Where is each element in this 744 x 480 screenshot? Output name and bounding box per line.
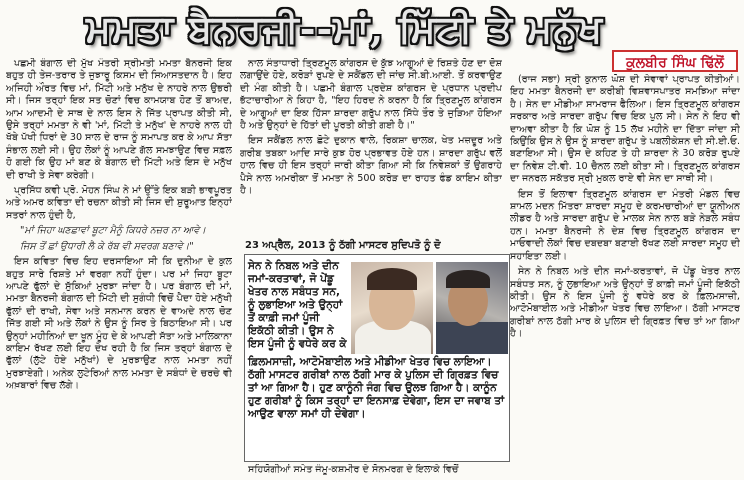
photo-mamata-banerjee [351,262,433,354]
article-column-3 [510,74,740,478]
paragraph: ਪ੍ਰਸਿੱਧ ਕਵੀ ਪ੍ਰੋ. ਮੋਹਨ ਸਿੰਘ ਨੇ ਮਾਂ ਉੱਤੇ ਇਕ ਬੜੀ ਭਾਵਪੂਰਤ ਅਤੇ ਅਮਰ ਕਵਿਤਾ ਦੀ ਰਚਨਾ ਕੀਤੀ ਸੀ ਜਿਸ ਦੀ ਸ਼ੁਰੂਆਤ ਇਨ੍ਹਾਂ ਸਤਰਾਂ ਨਾਲ ਹੁੰਦੀ ਹੈ, [6,185,232,221]
article-column-1 [6,58,232,478]
paragraph: (ਰਾਜ ਸਭਾ) ਸ੍ਰੀ ਕੁਨਾਲ ਘੋਸ਼ ਦੀ ਸੇਵਾਵਾਂ ਪ੍ਰਾਪਤ ਕੀਤੀਆਂ। ਇਹ ਮਮਤਾ ਬੈਨਰਜੀ ਦਾ ਕਰੀਬੀ ਵਿਸ਼ਵਾਸਪਾਤਰ ਸਮਝਿਆ ਜਾਂਦਾ ਹੈ। ਸੇਨ ਦਾ ਮੀਡੀਆ ਸਾਮਰਾਜ ਫੈਲਿਆ। ਇਸ ਤ੍ਰਿਣਮੂਲ ਕਾਂਗਰਸ ਸਰਕਾਰ ਅਤੇ ਸਾਰਦਾ ਗਰੁੱਪ ਵਿਚ ਇਕ ਪੁਲ ਸੀ। ਸੇਨ ਨੇ ਇਹ ਵੀ ਦਾਅਵਾ ਕੀਤਾ ਹੈ ਕਿ ਘੋਸ਼ ਨੂੰ 15 ਲੱਖ ਮਹੀਨੇ ਦਾ ਦਿੱਤਾ ਜਾਂਦਾ ਸੀ ਕਿਉਂਕਿ ਉਸ ਨੇ ਉਸ ਨੂੰ ਸ਼ਾਰਦਾ ਗਰੁੱਪ ਤੇ ਪਬਲੀਕੇਸ਼ਨ ਦੀ ਸੀ.ਈ.ਓ. ਬਣਾਇਆ ਸੀ। ਉਸ ਦੇ ਕਹਿਣ ਤੇ ਹੀ ਸ਼ਾਰਦਾ ਨੇ 30 ਕਰੋੜ ਰੁਪਏ ਦਾ ਨਿਵੇਸ਼ ਟੀ.ਵੀ. 10 ਚੈਨਲ ਲਈ ਕੀਤਾ ਸੀ। ਤ੍ਰਿਣਮੂਲ ਕਾਂਗਰਸ ਦਾ ਜਨਰਲ ਸਕੱਤਰ ਸ੍ਰੀ ਮੁਕਲ ਰਾਏ ਵੀ ਸੇਨ ਦਾ ਸਾਥੀ ਸੀ। [510,74,740,185]
dateline: 23 ਅਪ੍ਰੈਲ, 2013 ਨੂੰ ਠੱਗੀ ਮਾਸਟਰ ਸੁਦਿਪਤੋ ਨੂੰ ਦੋ [245,240,441,251]
poem-line: ਜਿਸ ਤੋਂ ਛਾਂ ਉਧਾਰੀ ਲੈ ਕੇ ਰੱਬ ਵੀ ਸਵਰਗ ਬਣਾਵੇ।" [20,240,194,252]
article-column-2 [240,58,502,248]
paragraph: ਸਹਿਯੋਗੀਆਂ ਸਮੇਤ ਜੰਮੂ-ਕਸ਼ਮੀਰ ਦੇ ਸੋਨਮਰਗ ਦੇ ਇਲਾਕੇ ਵਿਚੋਂ [248,464,459,475]
byline-box: ਕੁਲਬੀਰ ਸਿੰਘ ਢਿੱਲੋਂ [612,50,738,72]
paragraph: ਇਸ ਸਕੈਂਡਲ ਨਾਲ ਛੋਟੇ ਦੁਕਾਨ ਵਾਲੇ, ਰਿਕਸ਼ਾ ਚਾਲਕ, ਖੇਤ ਮਜ਼ਦੂਰ ਅਤੇ ਗਰੀਬ ਤਬਕਾ ਆਦਿ ਸਾਰੇ ਕੁਝ ਹੋਰ ਪ੍ਰਭਾਵਤ ਹੋਏ ਹਨ। ਸ਼ਾਰਦਾ ਗਰੁੱਪ ਵਲੋਂ ਹਾਲ ਵਿਚ ਹੀ ਇਸ ਤਰ੍ਹਾਂ ਜਾਰੀ ਕੀਤਾ ਗਿਆ ਸੀ ਕਿ ਨਿਵੇਸ਼ਕਾਂ ਤੋਂ ਉਗਰਾਹੇ ਪੈਸੇ ਨਾਲ ਅਮਰੀਕਾ ਤੋਂ ਮਮਤਾ ਨੇ 500 ਕਰੋੜ ਦਾ ਰਾਹਤ ਫੰਡ ਕਾਇਮ ਕੀਤਾ ਹੈ। [240,135,502,197]
pullquote-side-text: ਸੇਨ ਨੇ ਨਿਬਲ ਅਤੇ ਦੀਨ ਜਮਾਂ-ਕਰਤਾਵਾਂ, ਜੋ ਪੇਂਡੂ ਖੇਤਰ ਨਾਲ ਸਬੰਧਤ ਸਨ, ਨੂੰ ਲੁਭਾਇਆ ਅਤੇ ਉਨ੍ਹਾਂ ਤੋਂ ਕਾਫ਼ੀ ਜਮਾਂ ਪੂੰਜੀ ਇਕੱਠੀ ਕੀਤੀ। ਉਸ ਨੇ ਇਸ ਪੂੰਜੀ ਨੂੰ ਵਧੇਰੇ ਕਰ ਕੇ [248,260,347,350]
paragraph: ਪਛਮੀ ਬੰਗਾਲ ਦੀ ਮੁੱਖ ਮੰਤਰੀ ਸ੍ਰੀਮਤੀ ਮਮਤਾ ਬੈਨਰਜੀ ਇਕ ਬਹੁਤ ਹੀ ਤੇਜ-ਤਰਾਰ ਤੇ ਜੁਝਾਰੂ ਕਿਸਮ ਦੀ ਸਿਆਸਤਦਾਨ ਹੈ। ਇਹ ਅਜਿਹੀ ਔਰਤ ਵਿਚ ਮਾਂ, ਮਿੱਟੀ ਅਤੇ ਮਨੁੱਖ ਦੇ ਨਾਹਰੇ ਨਾਲ ਉਭਰੀ ਸੀ। ਜਿਸ ਤਰ੍ਹਾਂ ਇਕ ਸਤ ਚੋਣਾਂ ਵਿਚ ਕਾਮਯਾਬ ਹੋਣ ਤੋਂ ਬਾਅਦ, ਆਮ ਆਦਮੀ ਦੇ ਸਾਥ ਦੇ ਨਾਲ ਇਸ ਨੇ ਜਿੱਤ ਪ੍ਰਾਪਤ ਕੀਤੀ ਸੀ, ਉਸੇ ਤਰ੍ਹਾਂ ਮਮਤਾ ਨੇ ਵੀ 'ਮਾਂ, ਮਿੱਟੀ ਤੇ ਮਨੁੱਖ' ਦੇ ਨਾਹਰੇ ਨਾਲ ਹੀ ਖੱਬੇ ਪੱਖੀ ਧਿਰਾਂ ਦੇ 30 ਸਾਲ ਦੇ ਰਾਜ ਨੂੰ ਸਮਾਪਤ ਕਰ ਕੇ ਆਪ ਸੱਤਾ ਸੰਭਾਲ ਲਈ ਸੀ। ਉਹ ਲੋਕਾਂ ਨੂੰ ਆਪਣੇ ਗੱਲ ਸਮਝਾਉਣ ਵਿਚ ਸਫ਼ਲ ਹੋ ਗਈ ਕਿ ਉਹ ਮਾਂ ਬਣ ਕੇ ਬੰਗਾਲ ਦੀ ਮਿੱਟੀ ਅਤੇ ਇਸ ਦੇ ਮਨੁੱਖ ਦੀ ਰਾਖੀ ਤੇ ਸੇਵਾ ਕਰੇਗੀ। [6,58,232,181]
paragraph: ਇਸ ਤੋਂ ਇਲਾਵਾ ਤ੍ਰਿਣਮੂਲ ਕਾਂਗਰਸ ਦਾ ਮੰਤਰੀ ਮੰਡਲ ਵਿਚ ਸ਼ਾਮਲ ਮਦਨ ਮਿੱਤਰਾ ਸ਼ਾਰਦਾ ਸਮੂਹ ਦੇ ਕਰਮਚਾਰੀਆਂ ਦਾ ਯੂਨੀਅਨ ਲੀਡਰ ਹੈ ਅਤੇ ਸਾਰਦਾ ਗਰੁੱਪ ਦੇ ਮਾਲਕ ਸੇਨ ਨਾਲ ਬੜੇ ਨੇੜਲੇ ਸਬੰਧ ਹਨ। ਮਮਤਾ ਬੈਨਰਜੀ ਨੇ ਦੇਸ਼ ਵਿਚ ਤ੍ਰਿਣਮੂਲ ਕਾਂਗਰਸ ਦਾ ਮਾਓਵਾਦੀ ਲੋਕਾਂ ਵਿਚ ਦਬਦਬਾ ਬਣਾਈ ਰੱਖਣ ਲਈ ਸਾਰਦਾ ਸਮੂਹ ਦੀ ਸਹਾਇਤਾ ਲਈ। [510,188,740,262]
paragraph: ਇਸ ਕਵਿਤਾ ਵਿਚ ਇਹ ਦਰਸਾਇਆ ਸੀ ਕਿ ਦੁਨੀਆ ਦੇ ਕੁਲ ਬਹੁਤ ਸਾਰੇ ਰਿਸ਼ਤੇ ਮਾਂ ਵਰਗਾ ਨਹੀਂ ਹੁੰਦਾ। ਪਰ ਮਾਂ ਜਿਹਾ ਬੂਟਾ ਆਪਣੇ ਫੁੱਲਾਂ ਦੇ ਸੁੱਕਿਆਂ ਮੁਰਝਾ ਜਾਂਦਾ ਹੈ। ਪਰ ਬੰਗਾਲ ਦੀ ਮਾਂ, ਮਮਤਾ ਬੈਨਰਜੀ ਬੰਗਾਲ ਦੀ ਮਿੱਟੀ ਦੀ ਸੁਗੰਧੀ ਵਿਚੋਂ ਪੈਦਾ ਹੋਏ ਮਨੁੱਖੀ ਫੁੱਲਾਂ ਦੀ ਰਾਖੀ, ਸੇਵਾ ਅਤੇ ਸਨਮਾਨ ਕਰਨ ਦੇ ਵਾਅਦੇ ਨਾਲ ਚੋਣ ਜਿੱਤ ਗਈ ਸੀ ਅਤੇ ਲੋਕਾਂ ਨੇ ਉਸ ਨੂੰ ਸਿਰ ਤੇ ਬਿਠਾਇਆ ਸੀ। ਪਰ ਉਨ੍ਹਾਂ ਮਹੀਨਿਆਂ ਦਾ ਖੂਨ ਮੂੰਹ ਦੇ ਕੇ ਆਪਣੀ ਸੱਤਾ ਅਤੇ ਮਾਲਿਕਾਨਾ ਕਾਇਮ ਰੱਖਣ ਲਈ ਇਹ ਦੇਖ ਰਹੀ ਹੈ ਕਿ ਜਿਸ ਤਰ੍ਹਾਂ ਬੰਗਾਲ ਦੇ ਫੁੱਲਾਂ (ਲੁੱਟੇ ਹੋਏ ਮਨੁੱਖਾਂ) ਦੇ ਮੁਰਝਾਉਣ ਨਾਲ ਮਮਤਾ ਨਹੀਂ ਮੁਰਝਾਏਗੀ। ਅਨੇਕ ਲੁਟੇਰਿਆਂ ਨਾਲ ਮਮਤਾ ਦੇ ਸਬੰਧਾਂ ਦੇ ਚਰਚੇ ਵੀ ਅਖ਼ਬਾਰਾਂ ਵਿਚ ਲੱਗੇ। [6,256,232,392]
paragraph: ਸੇਨ ਨੇ ਨਿਬਲ ਅਤੇ ਦੀਨ ਜਮਾਂ-ਕਰਤਾਵਾਂ, ਜੋ ਪੇਂਡੂ ਖੇਤਰ ਨਾਲ ਸਬੰਧਤ ਸਨ, ਨੂੰ ਲੁਭਾਇਆ ਅਤੇ ਉਨ੍ਹਾਂ ਤੋਂ ਕਾਫ਼ੀ ਜਮਾਂ ਪੂੰਜੀ ਇਕੱਠੀ ਕੀਤੀ। ਉਸ ਨੇ ਇਸ ਪੂੰਜੀ ਨੂੰ ਵਧੇਰੇ ਕਰ ਕੇ ਫ਼ਿਲਮਸਾਜ਼ੀ, ਆਟੋਮੋਬਾਈਲ ਅਤੇ ਮੀਡੀਆ ਖੇਤਰ ਵਿਚ ਲਾਇਆ। ਠੱਗੀ ਮਾਸਟਰ ਗਰੀਬਾਂ ਨਾਲ ਠੱਗੀ ਮਾਰ ਕੇ ਪੁਲਿਸ ਦੀ ਗ੍ਰਿਫ਼ਤ ਵਿਚ ਤਾਂ ਆ ਗਿਆ ਹੈ। [510,266,740,340]
paragraph: ਨਾਲ ਸੰਤਾਧਾਰੀ ਤ੍ਰਿਣਮੂਲ ਕਾਂਗਰਸ ਦੇ ਕੁੱਝ ਆਗੂਆਂ ਦੇ ਰਿਸ਼ਤੇ ਹੋਣ ਦਾ ਦੋਸ਼ ਲਗਾਉਂਦੇ ਹੋਏ, ਕਰੋੜਾਂ ਰੁਪਏ ਦੇ ਸਕੈਂਡਲ ਦੀ ਜਾਂਚ ਸੀ.ਬੀ.ਆਈ. ਤੋਂ ਕਰਵਾਉਣ ਦੀ ਮੰਗ ਕੀਤੀ ਹੈ। ਪਛਮੀ ਬੰਗਾਲ ਪ੍ਰਦੇਸ਼ ਕਾਂਗਰਸ ਦੇ ਪ੍ਰਧਾਨ ਪ੍ਰਦੀਪ ਭੱਟਾਚਾਰੀਆ ਨੇ ਕਿਹਾ ਹੈ, "ਇਹ ਹਿਰਦ ਨੇ ਕਰਨਾ ਹੈ ਕਿ ਤ੍ਰਿਣਮੂਲ ਕਾਂਗਰਸ ਦੇ ਆਗੂਆਂ ਦਾ ਇਕ ਹਿੱਸਾ ਸ਼ਾਰਦਾ ਗਰੁੱਪ ਨਾਲ ਸਿੱਧੇ ਤੌਰ ਤੇ ਜੁੜਿਆ ਹੋਇਆ ਹੈ ਅਤੇ ਉਨ੍ਹਾਂ ਦੇ ਹਿੱਤਾਂ ਦੀ ਪੂਰਤੀ ਕੀਤੀ ਗਈ ਹੈ।" [240,58,502,132]
photo-sudipto-sen [436,262,508,354]
pullquote-bottom-text: ਫ਼ਿਲਮਸਾਜ਼ੀ, ਆਟੋਮੋਬਾਈਲ ਅਤੇ ਮੀਡੀਆ ਖੇਤਰ ਵਿਚ ਲਾਇਆ। ਠੱਗੀ ਮਾਸਟਰ ਗਰੀਬਾਂ ਨਾਲ ਠੱਗੀ ਮਾਰ ਕੇ ਪੁਲਿਸ ਦੀ ਗ੍ਰਿਫ਼ਤ ਵਿਚ ਤਾਂ ਆ ਗਿਆ ਹੈ। ਹੁਣ ਕਾਨੂੰਨੀ ਜੰਗ ਵਿਚ ਉਲਝ ਗਿਆ ਹੈ। ਕਾਨੂੰਨ ਹੁਣ ਗਰੀਬਾਂ ਨੂੰ ਕਿਸ ਤਰ੍ਹਾਂ ਦਾ ਇਨਸਾਫ਼ ਦੇਵੇਗਾ, ਇਸ ਦਾ ਜਵਾਬ ਤਾਂ ਆਉਣ ਵਾਲਾ ਸਮਾਂ ਹੀ ਦੇਵੇਗਾ। [248,356,505,420]
poem-line: "ਮਾਂ ਜਿਹਾ ਘਣਛਾਵਾਂ ਬੂਟਾ ਮੈਨੂੰ ਕਿਧਰੇ ਨਜ਼ਰ ਨਾ ਆਵੇ। [20,225,206,237]
headline: ਮਮਤਾ ਬੈਨਰਜੀ--ਮਾਂ, ਮਿੱਟੀ ਤੇ ਮਨੁੱਖ [86,6,604,51]
